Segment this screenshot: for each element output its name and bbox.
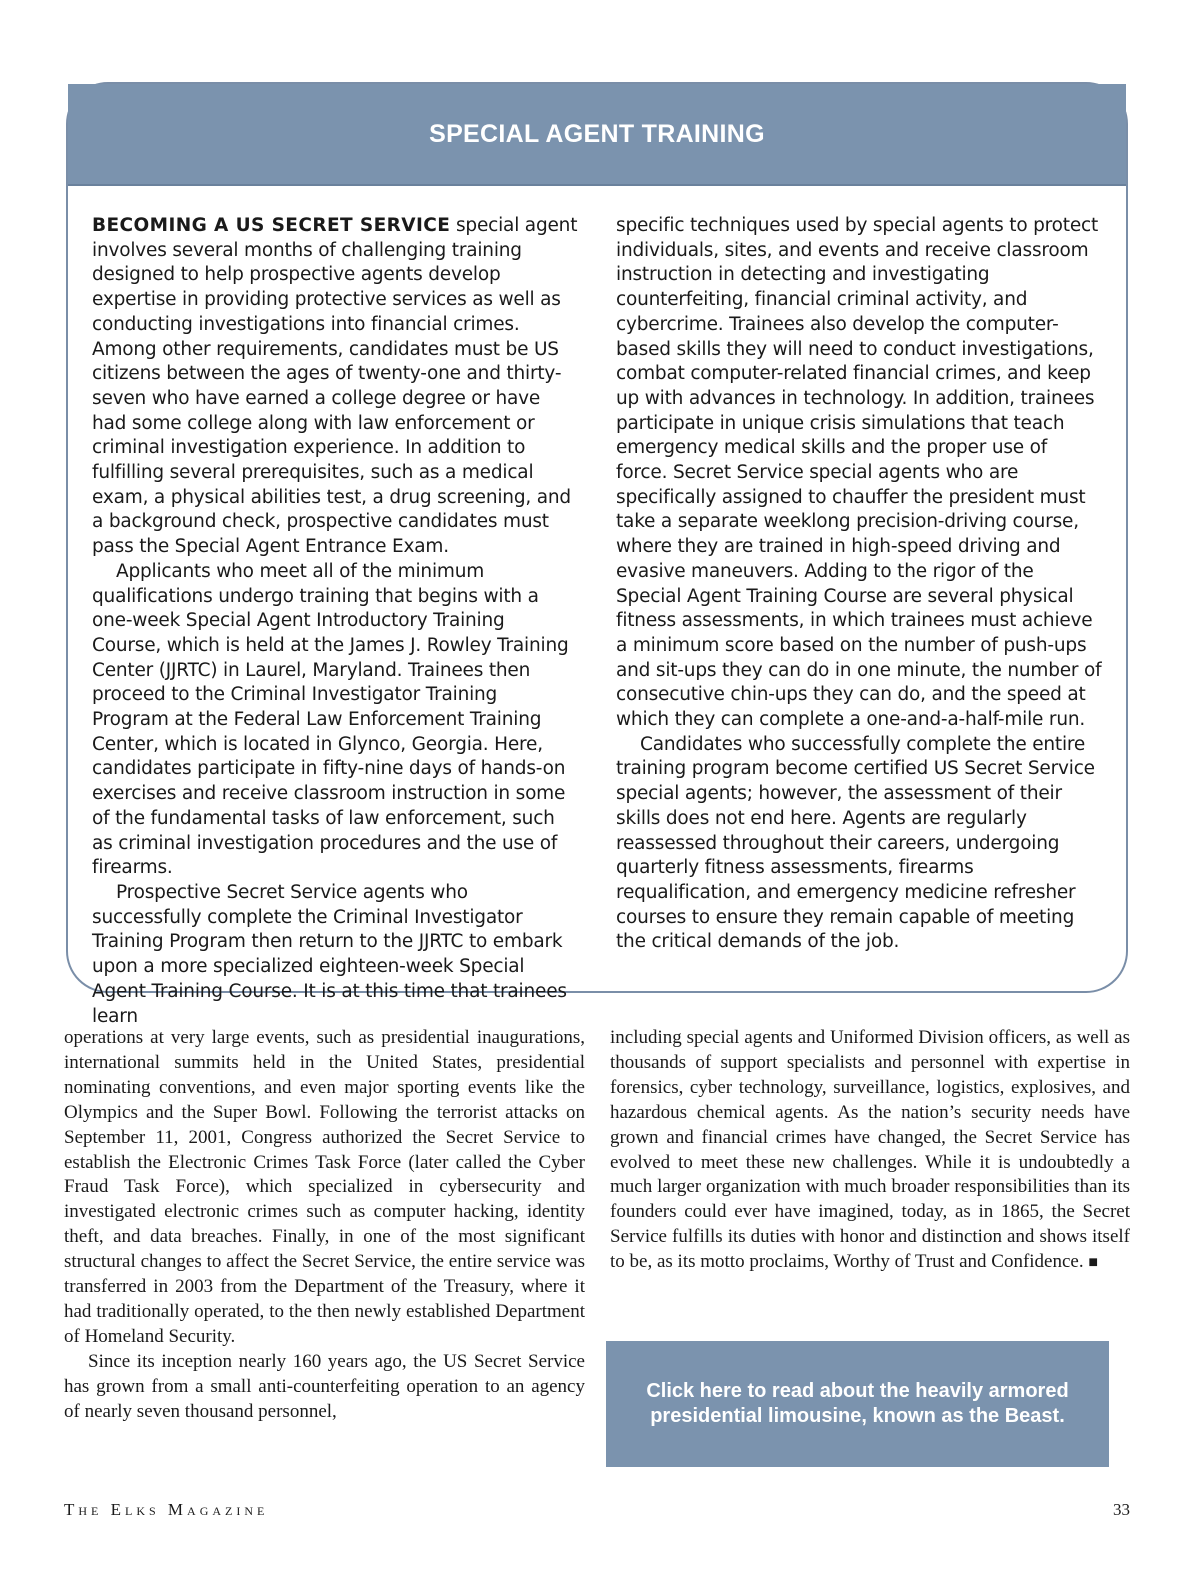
sidebar-paragraph: specific techniques used by special agents to protect individuals, sites, and events and receive classroom instruction in detecting and investigating counterfeiting, financial criminal activity, and cybercrime. Trainees also develop the computer-based skills they will need to conduct investigations, combat computer-related financial crimes, and keep up with advances in technology. In addition, trainees participate in unique crisis simulations that teach emergency medical skills and the proper use of force. Secret Service special agents who are specifically assigned to chauffer the president must take a separate weeklong precision-driving course, where they are trained in high-speed driving and evasive maneuvers. Adding to the rigor of the Special Agent Training Course are several physical fitness assessments, in which trainees must achieve a minimum score based on the number of push-ups and sit-ups they can do in one minute, the number of consecutive chin-ups they can do, and the speed at which they can complete a one-and-a-half-mile run.	[616, 215, 1102, 731]
sidebar-title: SPECIAL AGENT TRAINING	[68, 84, 1126, 186]
article-paragraph	[610, 1026, 1130, 1276]
sidebar-left-column	[92, 214, 578, 1029]
article-left-column	[64, 1026, 585, 1425]
sidebar-paragraph	[92, 214, 578, 560]
publication-title: The Elks Magazine	[64, 1500, 269, 1519]
sidebar-paragraph-text: special agent involves several months of challenging training designed to help prospective agents develop expertise in providing protective services as well as conducting investigations into financial crimes. Among other requirements, candidates must be US citizens between the ages of twenty-one and thirty-seven who have earned a college degree or have had some college along with law enforcement or criminal investigation experience. In addition to fulfilling several prerequisites, such as a medical exam, a physical abilities test, a drug screening, and a background check, prospective candidates must pass the Special Agent Entrance Exam.	[92, 215, 578, 558]
sidebar-paragraph: Prospective Secret Service agents who successfully complete the Criminal Investigator Training Program then return to the JJRTC to embark upon a more specialized eighteen-week Special Agent Training Course. It is at this time that trainees learn	[92, 881, 567, 1027]
page-number: 33	[1113, 1500, 1130, 1519]
article-right-column	[610, 1026, 1130, 1276]
lead-in: BECOMING A US SECRET SERVICE	[92, 215, 451, 236]
sidebar-paragraph: Candidates who successfully complete the entire training program become certified US Secret Service special agents; however, the assessment of their skills does not end here. Agents are regularly reassessed throughout their careers, undergoing quarterly fitness assessments, firearms requalification, and emergency medicine refresher courses to ensure they remain capable of meeting the critical demands of the job.	[616, 733, 1095, 953]
sidebar-right-column	[616, 214, 1102, 1029]
sidebar-paragraph: Applicants who meet all of the minimum qualifications undergo training that begins with a one-week Special Agent Introductory Training Course, which is held at the James J. Rowley Training Center (JJRTC) in Laurel, Maryland. Trainees then proceed to the Criminal Investigator Training Program at the Federal Law Enforcement Training Center, which is located in Glynco, Georgia. Here, candidates participate in fifty-nine days of hands-on exercises and receive classroom instruction in some of the fundamental tasks of law enforcement, such as criminal investigation procedures and the use of firearms.	[92, 560, 569, 879]
beast-limousine-link-button[interactable]: Click here to read about the heavily armored presidential limousine, known as the Beast.	[606, 1341, 1109, 1467]
sidebar-columns	[92, 214, 1102, 1029]
article-paragraph-text: including special agents and Uniformed Division officers, as well as thousands of support specialists and personnel with expertise in forensics, cyber technology, surveillance, logistics, explosives, and hazardous chemical agents. As the nation’s security needs have grown and financial crimes have changed, the Secret Service has evolved to meet these new challenges. While it is undoubtedly a much larger organization with much broader responsibilities than its founders could ever have imagined, today, as in 1865, the Secret Service fulfills its duties with honor and distinction and shows itself to be, as its motto proclaims, Worthy of Trust and Confidence.	[610, 1027, 1130, 1273]
article-paragraph: Since its inception nearly 160 years ago, the US Secret Service has grown from a small anti-counterfeiting operation to an agency of nearly seven thousand personnel,	[64, 1350, 585, 1422]
end-mark-icon: ■	[1088, 1254, 1099, 1272]
sidebar-box	[66, 82, 1128, 1027]
article-paragraph: operations at very large events, such as presidential inaugurations, international summits held in the United States, presidential nominating conventions, and even major sporting events like the Olympics and the Super Bowl. Following the terrorist attacks on September 11, 2001, Congress authorized the Secret Service to establish the Electronic Crimes Task Force (later called the Cyber Fraud Task Force), which specialized in cybersecurity and investigated electronic crimes such as computer hacking, identity theft, and data breaches. Finally, in one of the most significant structural changes to affect the Secret Service, the entire service was transferred in 2003 from the Department of the Treasury, where it had traditionally operated, to the then newly established Department of Homeland Security.	[64, 1027, 585, 1347]
